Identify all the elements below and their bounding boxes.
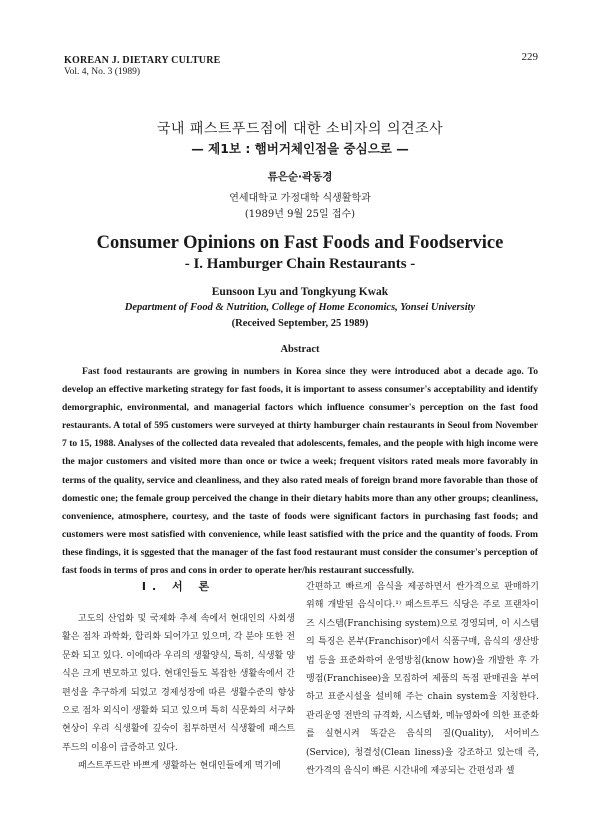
journal-name: KOREAN J. DIETARY CULTURE	[64, 55, 221, 66]
body-left-column	[62, 578, 295, 776]
korean-authors: 류은순·곽동경	[267, 171, 333, 183]
body-right-column	[306, 578, 539, 780]
abstract-heading: Abstract	[280, 344, 320, 355]
korean-title: 국내 패스트푸드점에 대한 소비자의 의견조사	[156, 121, 444, 137]
english-subtitle: - I. Hamburger Chain Restaurants -	[184, 256, 416, 272]
page-number: 229	[521, 51, 538, 63]
abstract-text: Fast food restaurants are growing in numbers in Korea since they were introduced abot a decade ago. To develop an effective marketing strategy for fast foods, it is important to assess consumer's acceptability and identify demorgraphic, environmental, and managerial factors which influence consumer's perception on the fast food restaurants. A total of 595 customers were surveyed at thirty hamburger chain restaurants in Seoul from November 7 to 15, 1988. Analyses of the collected data revealed that adolescents, females, and the people with high income were the major customers and visited more than once or twice a week; frequent visitors rated meals more favorably in terms of the quality, service and cleanliness, and they also rated meals of foreign brand more favorable than those of domestic one; the female group perceived the change in their dietary habits more than any other groups; cleanliness, convenience, atmosphere, courtesy, and the taste of foods were significant factors in purchasing fast foods; and customers were most satisfied with convenience, while least satisfied with the price and the quantity of foods. From these findings, it is sggested that the manager of the fast food restaurant must consider the consumer's perception of fast foods in terms of pros and cons in order to operate her/his restaurant successfully.	[62, 366, 538, 577]
body-paragraph: 패스트푸드란 바쁘게 생활하는 현대인들에게 먹기에	[78, 761, 281, 772]
english-authors: Eunsoon Lyu and Tongkyung Kwak	[211, 286, 389, 298]
english-affiliation: Department of Food & Nutrition, College of Home Economics, Yonsei University	[124, 302, 476, 313]
english-received-date: (Received September, 25 1989)	[231, 318, 369, 329]
journal-volume: Vol. 4, No. 3 (1989)	[64, 67, 141, 77]
korean-received-date: (1989년 9월 25일 접수)	[244, 209, 356, 220]
section-heading: I. 서 론	[141, 580, 216, 593]
body-paragraph: 간편하고 빠르게 음식을 제공하면서 싼가격으로 판매하기 위해 개발된 음식이다.¹⁾ 패스트푸드 식당은 주로 프랜차이즈 시스템(Franchising system)으로 경영되며, 이 시스템의 특징은 본부(Franchisor)에서 식품구매, 음식의 생산방법 등을 표준화하여 운영방침(know how)을 개발한 후 가맹점(Franchisee)을 모집하여 제품의 독점 판매권을 부여하고 표준시설을 설비해 주는 chain system을 지칭한다. 관리운영 전반의 규격화, 시스템화, 메뉴영화에 의한 표준화를 실현시켜 똑같은 음식의 질(Quality), 서어비스(Service), 청결성(Clean liness)을 강조하고 있는데 즉, 싼가격의 음식이 빠른 시간내에 제공되는 간편성과 셀	[306, 582, 539, 777]
english-title: Consumer Opinions on Fast Foods and Foodservice	[96, 233, 504, 253]
korean-affiliation: 연세대학교 가정대학 식생활학과	[229, 193, 371, 204]
body-paragraph: 고도의 산업화 및 국제화 추세 속에서 현대인의 사회생활은 점차 과학화, 합리화 되어가고 있으며, 각 분야 또한 전문화 되고 있다. 이에따라 우리의 생활양식, 특히, 식생활 양식은 크게 변모하고 있다. 현대인들도 복잡한 생활속에서 간편성을 추구하게 되었고 경제성장에 따른 생활수준의 향상으로 점차 외식이 생활화 되고 있으며 특히 식문화의 서구화현상이 우리 식생활에 깊숙이 침투하면서 식생활에 패스트푸드의 이용이 급증하고 있다.	[62, 614, 295, 753]
korean-subtitle: — 제1보 : 햄버거체인점을 중심으로 —	[191, 141, 409, 156]
journal-header	[64, 55, 221, 77]
